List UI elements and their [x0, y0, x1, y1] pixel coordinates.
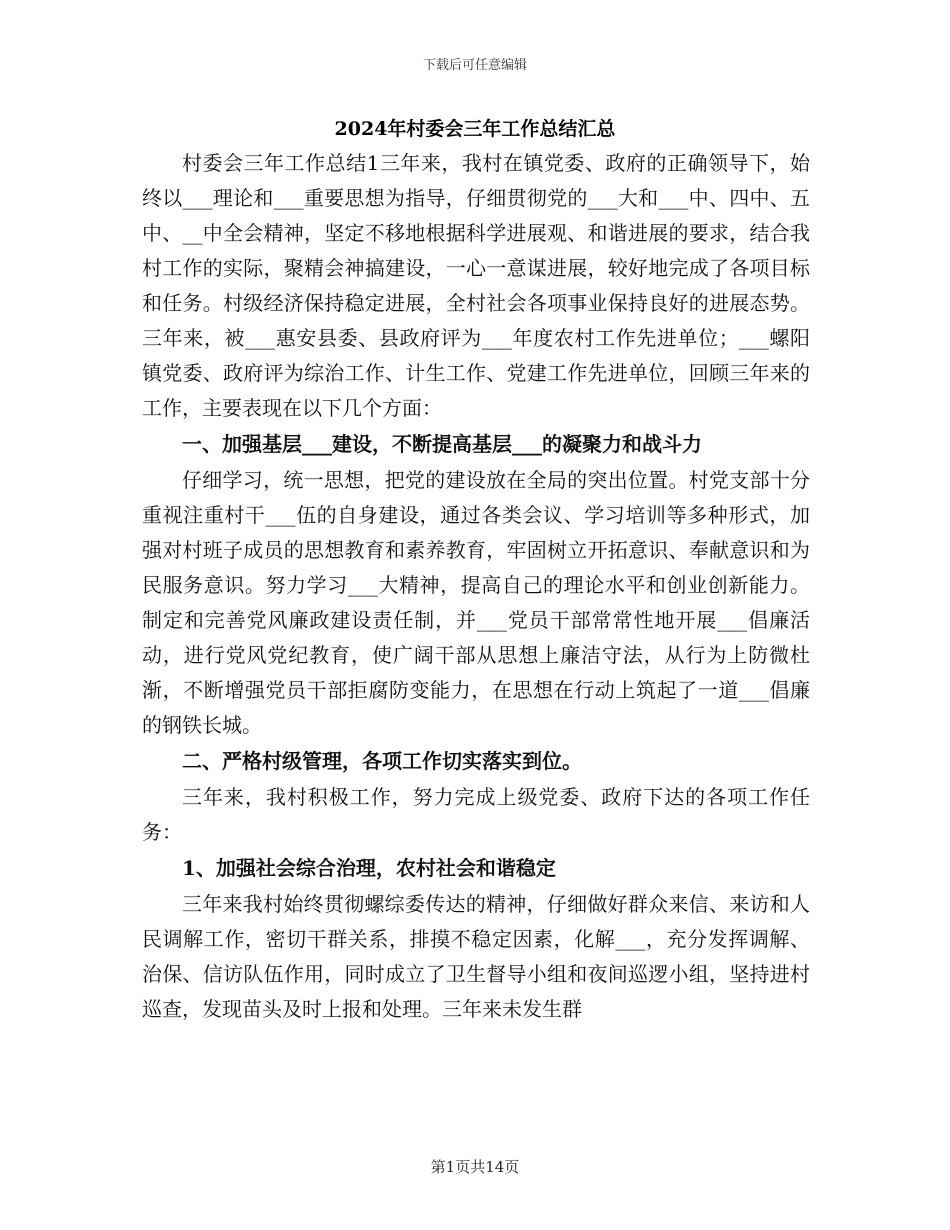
- paragraph-tasks: 三年来，我村积极工作，努力完成上级党委、政府下达的各项工作任务：: [142, 785, 810, 844]
- header-note: 下载后可任意编辑: [422, 58, 527, 73]
- section-heading-2: 二、严格村级管理，各项工作切实落实到位。: [182, 749, 582, 773]
- paragraph-social-governance: 三年来我村始终贯彻螺综委传达的精神，仔细做好群众来信、来访和人民调解工作，密切干群关系，排摸不稳定因素，化解___，充分发挥调解、治保、信访队伍作用，同时成立了卫生督导小组和夜间巡逻小组，坚持进村巡查，发现苗头及时上报和处理。三年来未发生群: [142, 892, 810, 1021]
- section-heading-1: 一、加强基层___建设，不断提高基层___的凝聚力和战斗力: [182, 432, 702, 456]
- subsection-heading-1: 1、加强社会综合治理，农村社会和谐稳定: [182, 856, 556, 880]
- paragraph-party-building: 仔细学习，统一思想，把党的建设放在全局的突出位置。村党支部十分重视注重村干___伍的自身建设，通过各类会议、学习培训等多种形式，加强对村班子成员的思想教育和素养教育，牢固树立开拓意识、奉献意识和为民服务意识。努力学习___大精神，提高自己的理论水平和创业创新能力。制定和完善党风廉政建设责任制，并___党员干部常常性地开展___倡廉活动，进行党风党纪教育，使广阔干部从思想上廉洁守法，从行为上防微杜渐，不断增强党员干部拒腐防变能力，在思想在行动上筑起了一道___倡廉的钢铁长城。: [142, 468, 810, 737]
- document-title: 2024年村委会三年工作总结汇总: [334, 118, 616, 140]
- document-body: [142, 146, 810, 1027]
- paragraph-intro: 村委会三年工作总结1三年来，我村在镇党委、政府的正确领导下，始终以___理论和___重要思想为指导，仔细贯彻党的___大和___中、四中、五中、__中全会精神，坚定不移地根据科学进展观、和谐进展的要求，结合我村工作的实际，聚精会神搞建设，一心一意谋进展，较好地完成了各项目标和任务。村级经济保持稳定进展，全村社会各项事业保持良好的进展态势。三年来，被___惠安县委、县政府评为___年度农村工作先进单位；___螺阳镇党委、政府评为综治工作、计生工作、党建工作先进单位，回顾三年来的工作，主要表现在以下几个方面：: [142, 151, 810, 420]
- page-footer: 第1页共14页: [430, 1158, 520, 1176]
